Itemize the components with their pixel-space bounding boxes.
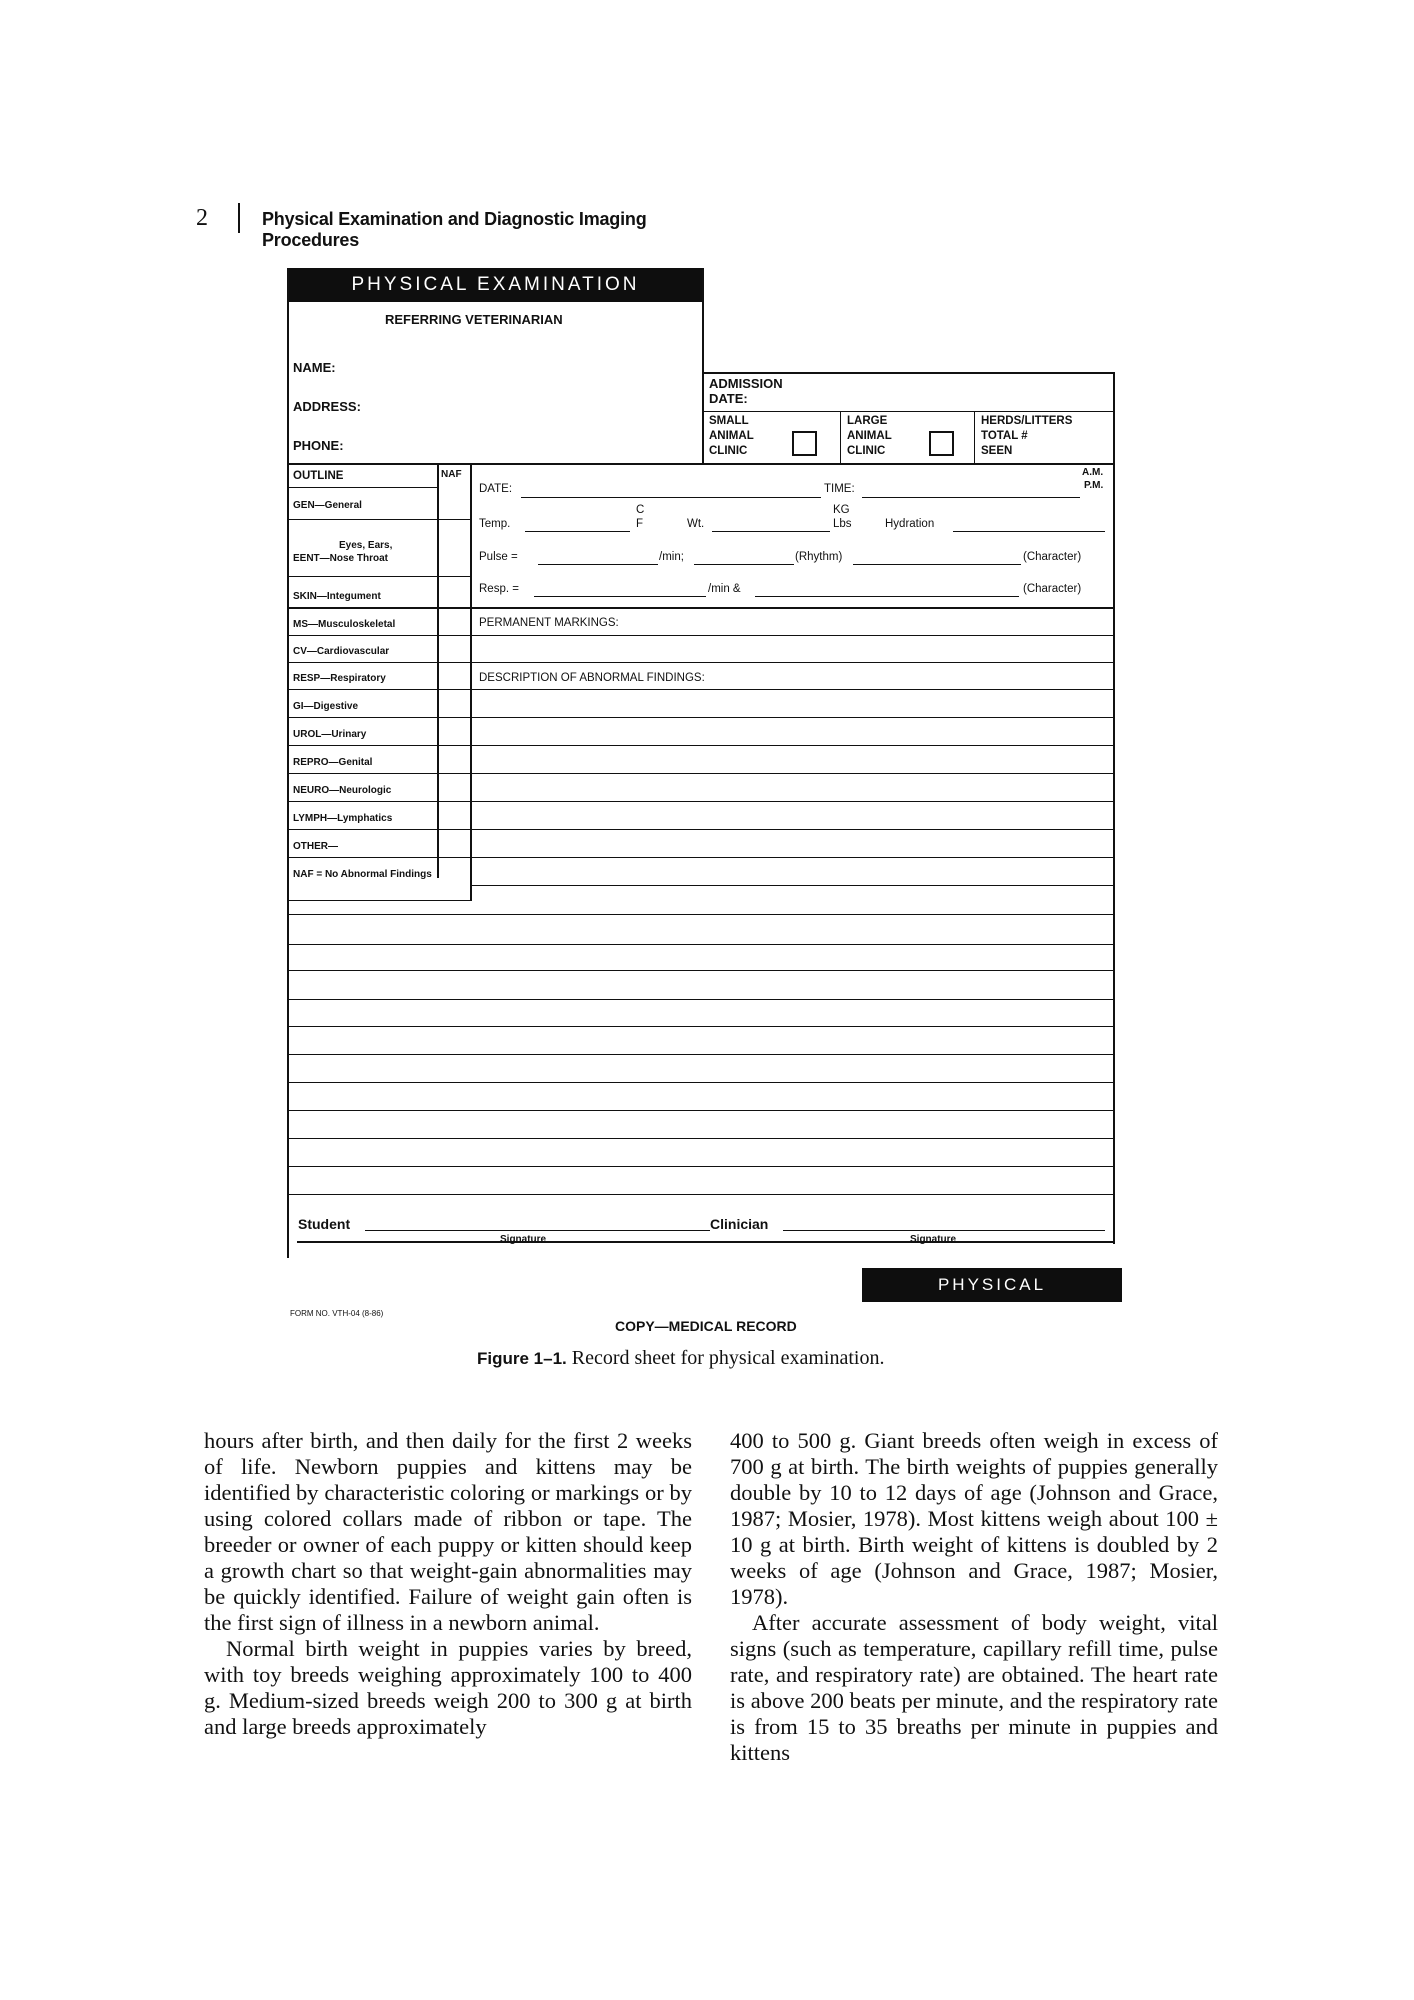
small-animal-clinic-label: SMALL ANIMAL CLINIC — [709, 415, 754, 457]
clinician-signature-caption: Signature — [910, 1234, 957, 1245]
body-column-right — [730, 1428, 1218, 1766]
running-head — [196, 203, 716, 250]
pulse-character-label: (Character) — [1023, 551, 1082, 563]
outline-item: EENT—Nose Throat — [293, 553, 389, 564]
large-animal-clinic-checkbox[interactable] — [929, 431, 954, 456]
figure-number: Figure 1–1. — [477, 1349, 567, 1368]
referring-veterinarian-label: REFERRING VETERINARIAN — [385, 312, 563, 327]
page-number: 2 — [196, 205, 208, 231]
body-column-left — [204, 1428, 692, 1740]
celsius-label: C — [636, 504, 645, 516]
paragraph: hours after birth, and then daily for the first 2 weeks of life. Newborn puppies and kittens may be identified by characteristic coloring or markings or by using colored collars made of ribbon or tape. The breeder or owner of each puppy or kitten should keep a growth chart so that weight-gain abnormalities may be quickly identified. Failure of weight gain often is the first sign of illness in a newborn animal. — [204, 1428, 692, 1635]
resp-per-min: /min & — [708, 583, 741, 595]
form-footer-bar: PHYSICAL EXAMINATION — [862, 1268, 1122, 1302]
abnormal-findings-label: DESCRIPTION OF ABNORMAL FINDINGS: — [479, 672, 705, 684]
phone-label: PHONE: — [293, 438, 344, 453]
paragraph: After accurate assessment of body weight, vital signs (such as temperature, capillary refill time, pulse rate, and respiratory rate) are obtained. The heart rate is above 200 beats per minute, and the respiratory rate is from 15 to 35 breaths per minute in puppies and kittens — [730, 1610, 1218, 1765]
running-head-title: Physical Examination and Diagnostic Imaging Procedures — [262, 209, 647, 250]
outline-item: UROL—Urinary — [293, 729, 367, 740]
lbs-label: Lbs — [833, 518, 852, 530]
student-signature-caption: Signature — [500, 1234, 547, 1245]
resp-label: Resp. = — [479, 583, 519, 595]
resp-character-label: (Character) — [1023, 583, 1082, 595]
time-label: TIME: — [824, 483, 855, 495]
copy-medical-record-label: COPY—MEDICAL RECORD — [615, 1318, 797, 1334]
running-head-rule — [238, 203, 240, 233]
temp-label: Temp. — [479, 518, 511, 530]
hydration-label: Hydration — [885, 518, 935, 530]
pulse-per-min: /min; — [659, 551, 684, 563]
large-animal-clinic-label: LARGE ANIMAL CLINIC — [847, 415, 892, 457]
form-number: FORM NO. VTH-04 (8-86) — [290, 1309, 384, 1318]
outline-item: SKIN—Integument — [293, 591, 381, 602]
outline-item: GEN—General — [293, 500, 362, 511]
am-label: A.M. — [1082, 467, 1104, 478]
figure-caption — [477, 1347, 884, 1370]
outline-item: REPRO—Genital — [293, 757, 373, 768]
permanent-markings-label: PERMANENT MARKINGS: — [479, 617, 619, 629]
date-label: DATE: — [479, 483, 513, 495]
outline-item: LYMPH—Lymphatics — [293, 813, 393, 824]
clinician-label: Clinician — [710, 1216, 769, 1232]
outline-item: MS—Musculoskeletal — [293, 619, 396, 630]
outline-item: NEURO—Neurologic — [293, 785, 392, 796]
naf-note: NAF = No Abnormal Findings — [293, 869, 432, 880]
small-animal-clinic-checkbox[interactable] — [792, 431, 817, 456]
outline-item: Eyes, Ears, — [339, 540, 393, 551]
address-label: ADDRESS: — [293, 399, 361, 414]
form-header-bar: PHYSICAL EXAMINATION — [289, 268, 702, 302]
pulse-rhythm-label: (Rhythm) — [795, 551, 843, 563]
kg-label: KG — [833, 504, 850, 516]
pulse-label: Pulse = — [479, 551, 518, 563]
outline-item: OTHER— — [293, 841, 338, 852]
pm-label: P.M. — [1084, 480, 1104, 491]
paragraph: Normal birth weight in puppies varies by breed, with toy breeds weighing approximately 100 to 400 g. Medium-sized breeds weigh 200 to 300 g at birth and large breeds approximately — [204, 1636, 692, 1739]
outline-header: OUTLINE — [293, 470, 344, 482]
figure-caption-text: Record sheet for physical examination. — [571, 1347, 885, 1369]
name-label: NAME: — [293, 360, 336, 375]
herds-litters-label: HERDS/LITTERS TOTAL # SEEN — [981, 415, 1073, 457]
outline-item: CV—Cardiovascular — [293, 646, 390, 657]
outline-item: GI—Digestive — [293, 701, 359, 712]
weight-label: Wt. — [687, 518, 705, 530]
outline-item: RESP—Respiratory — [293, 673, 386, 684]
admission-date-label: ADMISSION DATE: — [709, 376, 783, 406]
naf-header: NAF — [441, 469, 462, 480]
fahrenheit-label: F — [636, 518, 644, 530]
paragraph: 400 to 500 g. Giant breeds often weigh in excess of 700 g at birth. The birth weights of puppies generally double by 10 to 12 days of age (Johnson and Grace, 1987; Mosier, 1978). Most kittens weigh about 100 ± 10 g at birth. Birth weight of kittens is doubled by 2 weeks of age (Johnson and Grace, 1987; Mosier, 1978). — [730, 1428, 1218, 1609]
student-label: Student — [298, 1216, 351, 1232]
